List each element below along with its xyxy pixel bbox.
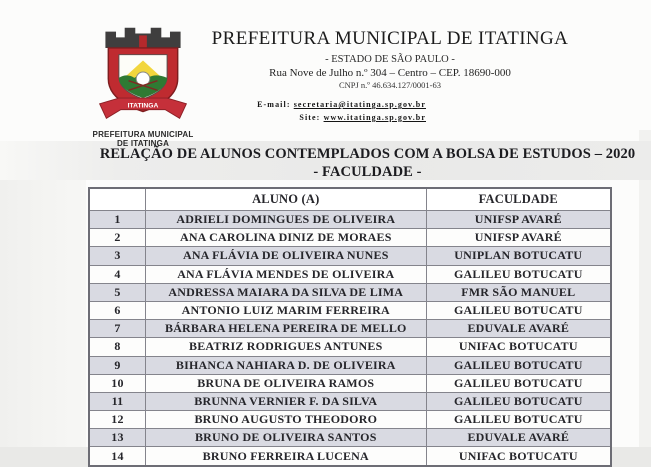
- row-number-cell: 2: [89, 229, 145, 247]
- number-column-header: [89, 188, 145, 211]
- contact-block: [230, 99, 426, 125]
- faculdade-cell: UNIFAC BOTUCATU: [426, 338, 611, 356]
- site-link: www.itatinga.sp.gov.br: [323, 112, 426, 122]
- row-number-cell: 4: [89, 265, 145, 283]
- row-number-cell: 9: [89, 356, 145, 374]
- aluno-cell: BRUNO FERREIRA LUCENA: [145, 447, 426, 466]
- faculdade-cell: EDUVALE AVARÉ: [426, 320, 611, 338]
- row-number-cell: 6: [89, 301, 145, 319]
- aluno-cell: ADRIELI DOMINGUES DE OLIVEIRA: [145, 211, 426, 229]
- document-title-line1: RELAÇÃO DE ALUNOS CONTEMPLADOS COM A BOLSA DE ESTUDOS – 2020: [99, 146, 636, 162]
- faculdade-cell: GALILEU BOTUCATU: [426, 392, 611, 410]
- cnpj-line: CNPJ n.º 46.634.127/0001-63: [338, 80, 442, 90]
- scholarship-table-head: [89, 188, 611, 211]
- aluno-cell: BRUNO DE OLIVEIRA SANTOS: [145, 429, 426, 447]
- faculdade-cell: EDUVALE AVARÉ: [426, 429, 611, 447]
- org-name: PREFEITURA MUNICIPAL DE ITATINGA: [211, 28, 569, 49]
- aluno-cell: BIHANCA NAHIARA D. DE OLIVEIRA: [145, 356, 426, 374]
- site-label: Site:: [299, 112, 321, 122]
- faculdade-cell: GALILEU BOTUCATU: [426, 374, 611, 392]
- table-row: [89, 320, 611, 338]
- letterhead: [195, 28, 585, 90]
- document-title-line2: - FACULDADE -: [313, 163, 422, 180]
- table-row: [89, 301, 611, 319]
- table-row: [89, 338, 611, 356]
- faculdade-cell: GALILEU BOTUCATU: [426, 356, 611, 374]
- document-title: [95, 146, 640, 181]
- faculdade-cell: UNIFAC BOTUCATU: [426, 447, 611, 466]
- aluno-cell: ANA FLÁVIA DE OLIVEIRA NUNES: [145, 247, 426, 265]
- aluno-cell: BEATRIZ RODRIGUES ANTUNES: [145, 338, 426, 356]
- table-row: [89, 374, 611, 392]
- table-row: [89, 247, 611, 265]
- faculdade-cell: GALILEU BOTUCATU: [426, 301, 611, 319]
- ribbon-text: ITATINGA: [127, 102, 159, 110]
- address-line: Rua Nove de Julho n.º 304 – Centro – CEP. 18690-000: [269, 67, 511, 79]
- table-row: [89, 392, 611, 410]
- row-number-cell: 11: [89, 392, 145, 410]
- table-row: [89, 265, 611, 283]
- scholarship-table: [88, 187, 612, 467]
- header-row: [89, 188, 611, 211]
- faculdade-cell: GALILEU BOTUCATU: [426, 265, 611, 283]
- email-line: [230, 99, 426, 112]
- email-link: secretaria@itatinga.sp.gov.br: [293, 100, 426, 109]
- faculdade-cell: GALILEU BOTUCATU: [426, 411, 611, 429]
- faculdade-cell: UNIPLAN BOTUCATU: [426, 247, 611, 265]
- faculdade-cell: UNIFSP AVARÉ: [426, 211, 611, 229]
- logo-caption-line1: PREFEITURA MUNICIPAL: [92, 130, 194, 139]
- row-number-cell: 7: [89, 320, 145, 338]
- table-row: [89, 229, 611, 247]
- faculdade-cell: UNIFSP AVARÉ: [426, 229, 611, 247]
- aluno-column-header: ALUNO (A): [145, 188, 426, 211]
- aluno-cell: BRUNA DE OLIVEIRA RAMOS: [145, 374, 426, 392]
- table-row: [89, 356, 611, 374]
- aluno-cell: ANA FLÁVIA MENDES DE OLIVEIRA: [145, 265, 426, 283]
- scan-shadow-left: [0, 148, 86, 447]
- faculdade-cell: FMR SÃO MANUEL: [426, 283, 611, 301]
- aluno-cell: ANTONIO LUIZ MARIM FERREIRA: [145, 301, 426, 319]
- row-number-cell: 5: [89, 283, 145, 301]
- faculdade-column-header: FACULDADE: [426, 188, 611, 211]
- state-line: - ESTADO DE SÃO PAULO -: [325, 54, 455, 65]
- row-number-cell: 13: [89, 429, 145, 447]
- aluno-cell: BRUNNA VERNIER F. DA SILVA: [145, 392, 426, 410]
- aluno-cell: ANDRESSA MAIARA DA SILVA DE LIMA: [145, 283, 426, 301]
- table-row: [89, 447, 611, 466]
- table-row: [89, 411, 611, 429]
- table-row: [89, 429, 611, 447]
- site-line: [230, 112, 426, 125]
- row-number-cell: 8: [89, 338, 145, 356]
- municipal-logo: [82, 22, 204, 148]
- row-number-cell: 10: [89, 374, 145, 392]
- coat-of-arms-icon: [90, 22, 196, 124]
- email-label: E-mail:: [257, 100, 291, 109]
- table-row: [89, 211, 611, 229]
- aluno-cell: ANA CAROLINA DINIZ DE MORAES: [145, 229, 426, 247]
- aluno-cell: BRUNO AUGUSTO THEODORO: [145, 411, 426, 429]
- scholar-table-body: [89, 211, 611, 466]
- row-number-cell: 14: [89, 447, 145, 466]
- aluno-cell: BÁRBARA HELENA PEREIRA DE MELLO: [145, 320, 426, 338]
- row-number-cell: 1: [89, 211, 145, 229]
- logo-caption-line2: DE ITATINGA: [116, 139, 170, 149]
- row-number-cell: 3: [89, 247, 145, 265]
- table-row: [89, 283, 611, 301]
- row-number-cell: 12: [89, 411, 145, 429]
